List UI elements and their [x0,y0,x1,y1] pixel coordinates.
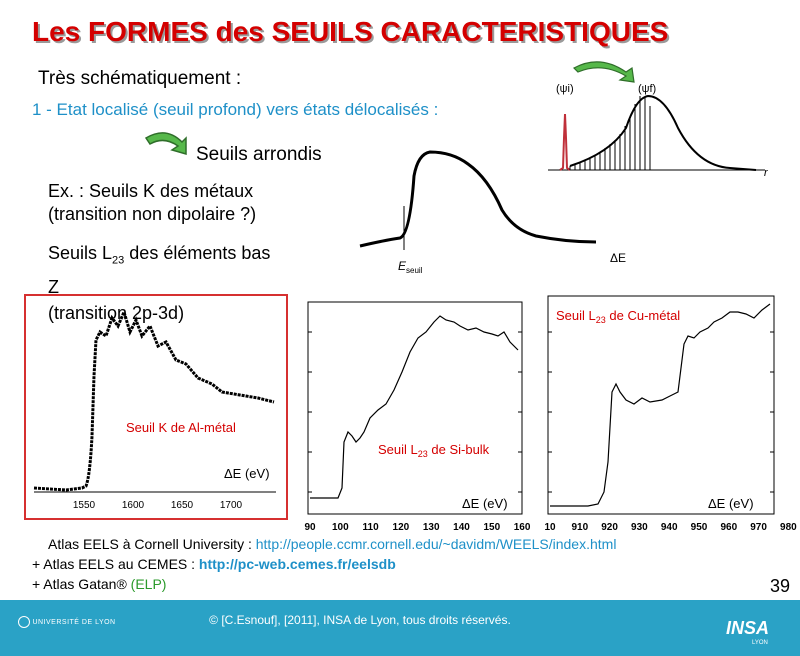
example-2-line-1 [48,240,308,274]
cu-tick-label: 920 [601,522,618,533]
page-number: 39 [770,576,791,596]
si-axis-ticks [304,522,530,533]
example-2-line-3: (transition 2p-3d) [48,302,185,323]
si-tick-label: 120 [392,522,410,533]
si-tick-label: 130 [422,522,440,533]
cu-tick-label: 950 [690,522,708,533]
university-logo-text: UNIVERSITÉ DE LYON [32,618,116,626]
si-tick-label: 90 [304,522,316,533]
cu-tick-label: 940 [660,522,678,533]
cu-tick-label: 930 [631,522,648,533]
psi-i-label: (ψi) [556,83,574,95]
example-1-line-2: (transition non dipolaire ?) [48,204,257,224]
si-tick-label: 150 [483,522,501,533]
insa-logo [726,618,769,639]
atlas-line-1 [48,536,616,552]
al-k-edge-chart [26,296,286,518]
example-2-suffix: des éléments bas [124,243,271,263]
rounded-thresholds-label: Seuils arrondis [196,144,322,165]
transition-arrow-icon [574,62,634,82]
al-tick-label: 1600 [121,500,145,511]
university-logo-icon [18,616,30,628]
e-seuil-main: E [398,259,407,273]
al-axis-ticks [73,500,243,511]
cu-label-suffix: de Cu-métal [605,308,681,323]
insa-logo-text: INSA [726,618,770,638]
atlas-cemes-link[interactable]: http://pc-web.cemes.fr/eelsdb [198,556,396,572]
si-tick-label: 110 [362,522,379,533]
atlas-cornell-text: Atlas EELS à Cornell University : [48,536,252,552]
slide-title: Les FORMES des SEUILS CARACTERISTIQUES [32,16,669,47]
curved-arrow-icon [142,128,190,162]
atlas-line-2 [32,556,396,572]
atlas-gatan-text: + Atlas Gatan® [32,576,127,592]
atlas-cornell-link[interactable]: http://people.ccmr.cornell.edu/~davidm/WEELS/index.html [255,536,617,552]
example-1-block [48,180,256,226]
cu-tick-label: 970 [750,522,767,533]
al-tick-label: 1700 [219,500,243,511]
atlas-line-3 [32,576,166,592]
al-k-edge-label: Seuil K de Al-métal [126,420,236,435]
cu-tick-label: 960 [720,522,738,533]
example-2-sub: 23 [112,254,125,267]
r-axis-label: r [764,167,768,179]
example-1-line-1: Ex. : Seuils K des métaux [48,181,254,201]
al-tick-label: 1650 [170,500,194,511]
psi-f-label: (ψf) [638,83,657,95]
insa-logo-sub: LYON [752,640,768,646]
example-2-line-2: Z [48,276,59,297]
si-label-sub: 23 [417,449,428,459]
case-1-heading: 1 - Etat localisé (seuil profond) vers états délocalisés : [32,100,439,119]
cu-label-sub: 23 [595,315,606,325]
cu-axis-label: ΔE (eV) [708,496,754,511]
al-axis-label: ΔE (eV) [224,466,270,481]
si-label-prefix: Seuil L [378,442,418,457]
si-label-suffix: de Si-bulk [427,442,490,457]
cu-tick-label: 910 [571,522,589,533]
intro-text: Très schématiquement : [38,68,242,89]
footer-bar [0,600,800,656]
university-logo [18,616,116,628]
al-tick-label: 1550 [72,500,96,511]
e-seuil-sub: seuil [406,266,423,275]
cu-label-prefix: Seuil L [556,308,596,323]
cu-tick-label: 980 [780,522,797,533]
si-tick-label: 140 [453,522,470,533]
atlas-cemes-text: + Atlas EELS au CEMES : [32,556,196,572]
example-2-prefix: Seuils L [48,243,113,263]
cu-tick-label: 10 [544,522,556,533]
cu-l23-chart [538,292,797,533]
cu-l23-label [556,308,680,325]
si-axis-label: ΔE (eV) [462,496,508,511]
atlas-gatan-link[interactable]: (ELP) [130,576,167,592]
e-seuil-label [398,259,423,275]
si-tick-label: 160 [513,522,531,533]
delta-e-label: ΔE [610,251,627,265]
cu-axis-ticks [544,522,797,533]
si-l23-chart [298,292,538,532]
rounded-threshold-curve [356,146,636,278]
si-tick-label: 100 [331,522,349,533]
footer-copyright: © [C.Esnouf], [2011], INSA de Lyon, tous droits réservés. [209,613,511,627]
si-l23-label [378,442,490,459]
